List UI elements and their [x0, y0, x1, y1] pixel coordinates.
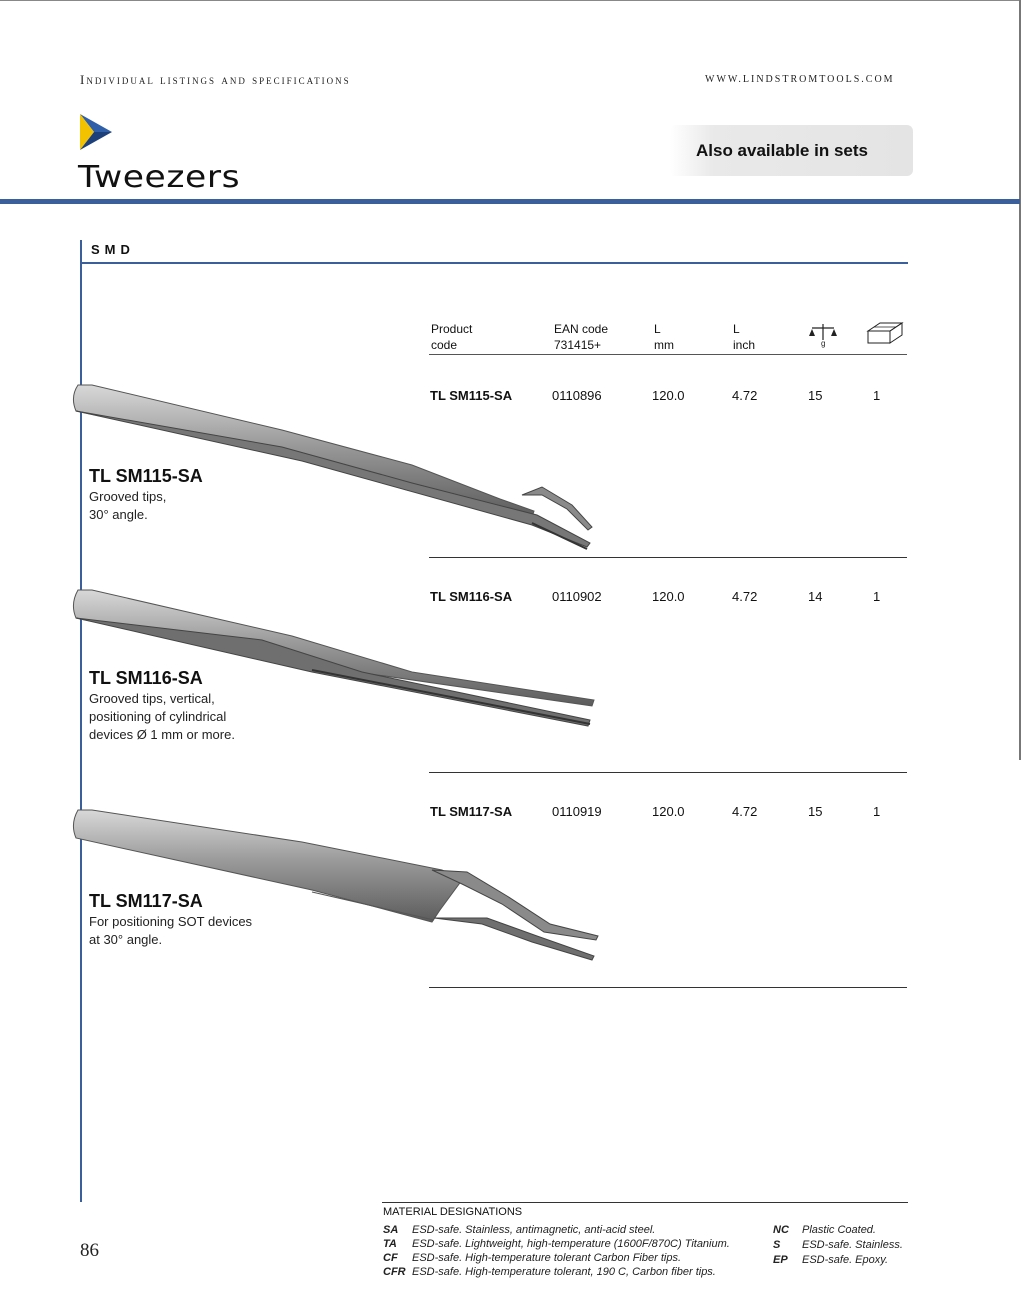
cell-weight: 15: [808, 804, 823, 819]
col-header-lmm-line1: L: [654, 322, 661, 336]
col-header-ean-line1: EAN code: [554, 322, 609, 336]
material-key: EP: [773, 1254, 788, 1266]
cell-weight: 14: [808, 589, 823, 604]
material-item: [773, 1224, 876, 1236]
material-item: [383, 1224, 655, 1236]
material-desc: ESD-safe. Stainless.: [802, 1239, 903, 1251]
cell-length-inch: 4.72: [732, 804, 758, 819]
material-desc: ESD-safe. High-temperature tolerant Carbon Fiber tips.: [412, 1252, 682, 1264]
cell-length-mm: 120.0: [652, 388, 685, 403]
package-quantity-icon: [866, 321, 904, 345]
scale-weight-icon: [808, 320, 838, 348]
sets-badge: [670, 125, 913, 176]
material-key: SA: [383, 1224, 399, 1236]
material-key: S: [773, 1239, 781, 1251]
material-key: TA: [383, 1238, 397, 1250]
cell-quantity: 1: [873, 804, 881, 819]
page-border-top: [0, 0, 1020, 1]
page-number: 86: [80, 1240, 99, 1261]
cell-length-mm: 120.0: [652, 589, 685, 604]
cell-ean: 0110902: [552, 589, 602, 604]
col-header-product-line1: Product: [431, 322, 473, 336]
col-header-product-line2: code: [431, 338, 458, 352]
section-header: Individual listings and specifications: [80, 72, 351, 87]
cell-ean: 0110896: [552, 388, 602, 403]
material-desc: ESD-safe. Lightweight, high-temperature (1600F/870C) Titanium.: [412, 1238, 730, 1250]
material-item: [383, 1252, 681, 1264]
product-description: For positioning SOT devices at 30° angle.: [89, 914, 253, 947]
col-header-ean: [554, 321, 608, 353]
svg-text:g: g: [821, 339, 826, 348]
col-header-lmm-line2: mm: [654, 338, 674, 352]
cell-product-code: TL SM117-SA: [430, 804, 513, 819]
material-item: [773, 1239, 903, 1251]
website-url[interactable]: WWW.LINDSTROMTOOLS.COM: [705, 74, 895, 85]
subsection-label: SMD: [91, 242, 135, 257]
row-divider: [429, 772, 907, 773]
table-header-divider: [429, 354, 907, 355]
subsection-divider: [80, 262, 908, 264]
material-key: NC: [773, 1224, 789, 1236]
materials-divider: [382, 1202, 908, 1203]
product-name: TL SM116-SA: [89, 668, 203, 688]
material-desc: ESD-safe. Stainless, antimagnetic, anti-acid steel.: [412, 1224, 656, 1236]
product-name: TL SM115-SA: [89, 466, 203, 486]
materials-title: MATERIAL DESIGNATIONS: [383, 1206, 523, 1218]
product-description: Grooved tips, 30° angle.: [89, 489, 167, 522]
cell-product-code: TL SM115-SA: [430, 388, 513, 403]
cell-length-inch: 4.72: [732, 388, 758, 403]
col-header-length-mm: [654, 321, 674, 353]
col-header-linch-line2: inch: [733, 338, 756, 352]
cell-weight: 15: [808, 388, 823, 403]
col-header-ean-line2: 731415+: [554, 338, 602, 352]
product-description: Grooved tips, vertical, positioning of cylindrical devices Ø 1 mm or more.: [89, 691, 235, 742]
cell-ean: 0110919: [552, 804, 602, 819]
cell-quantity: 1: [873, 388, 881, 403]
page-title: Tweezers: [78, 160, 241, 195]
cell-length-mm: 120.0: [652, 804, 685, 819]
sets-badge-label: Also available in sets: [696, 141, 868, 160]
col-header-product: [431, 321, 472, 353]
cell-product-code: TL SM116-SA: [430, 589, 513, 604]
col-header-length-inch: [733, 321, 755, 353]
cell-quantity: 1: [873, 589, 881, 604]
material-item: [383, 1266, 716, 1278]
product-name: TL SM117-SA: [89, 891, 203, 911]
material-desc: ESD-safe. High-temperature tolerant, 190 C, Carbon fiber tips.: [412, 1266, 716, 1278]
header-divider: [0, 199, 1020, 204]
material-key: CF: [383, 1252, 398, 1264]
material-desc: Plastic Coated.: [802, 1224, 876, 1236]
material-item: [773, 1254, 888, 1266]
material-key: CFR: [383, 1266, 406, 1278]
brand-logo-icon: [78, 112, 114, 152]
cell-length-inch: 4.72: [732, 589, 758, 604]
page-border-right: [1019, 0, 1021, 760]
material-desc: ESD-safe. Epoxy.: [802, 1254, 888, 1266]
col-header-linch-line1: L: [733, 322, 740, 336]
material-item: [383, 1238, 730, 1250]
